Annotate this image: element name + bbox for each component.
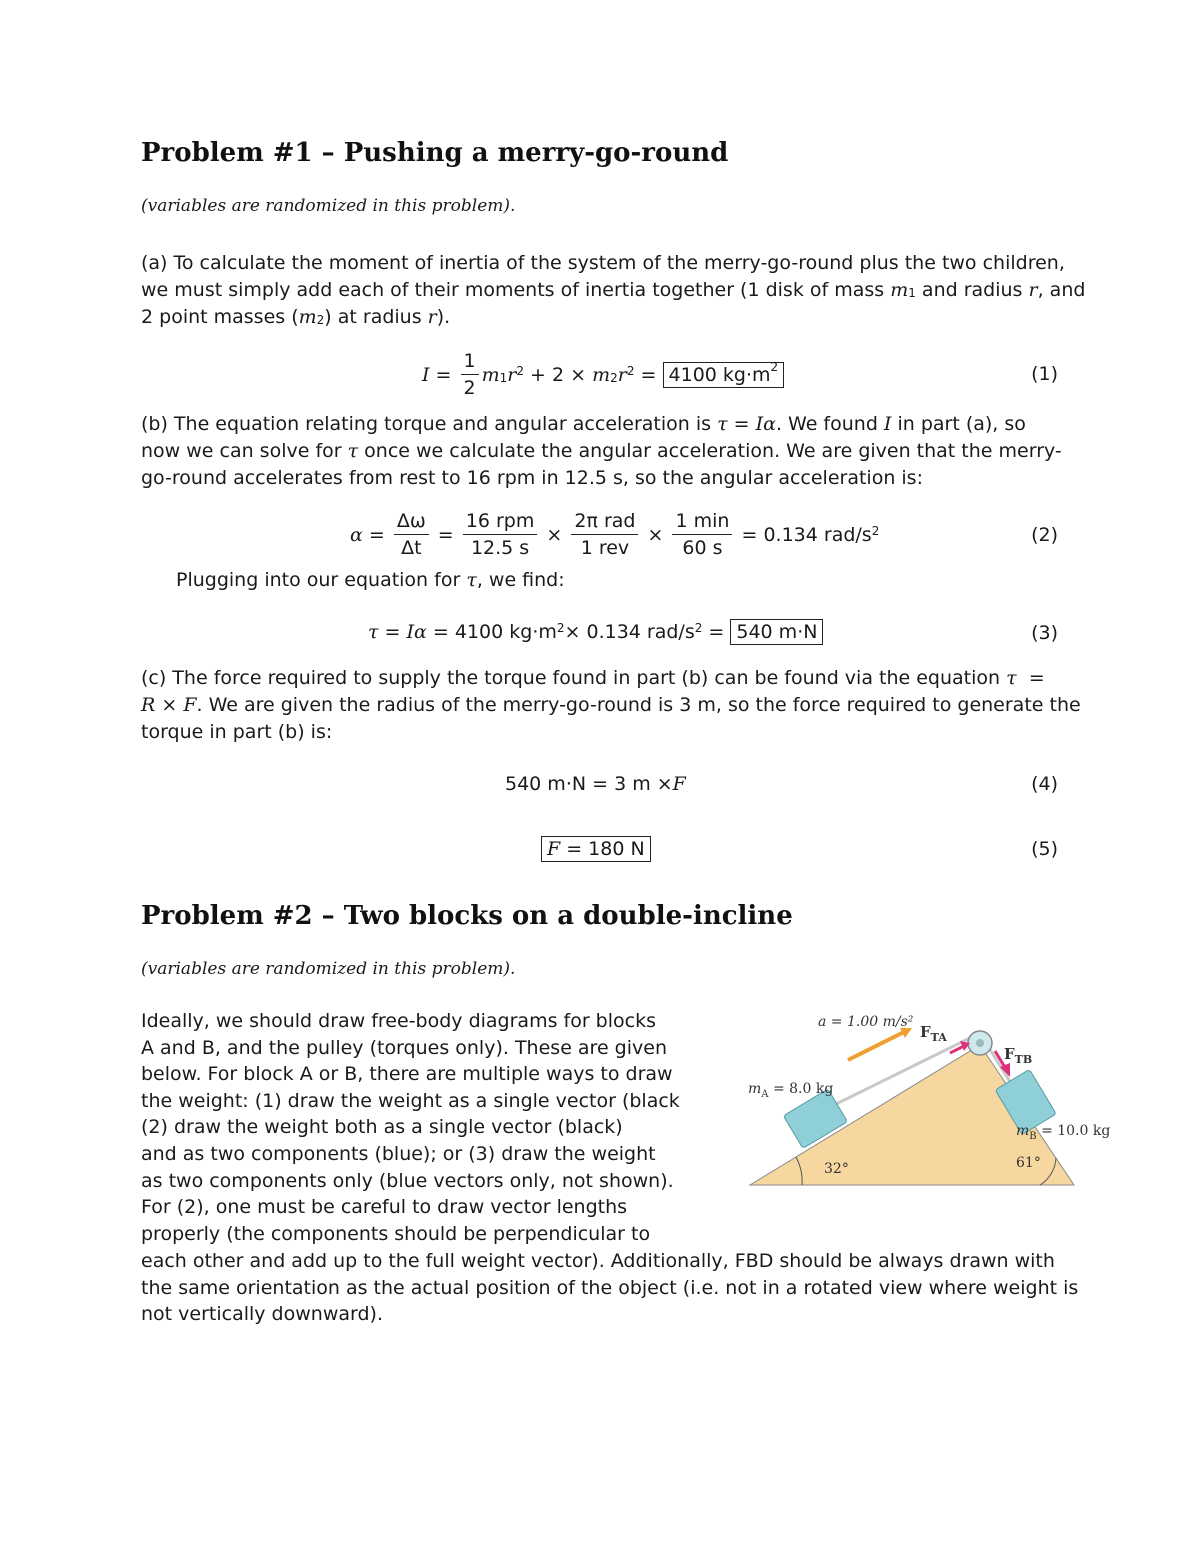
part-c-line-3: torque in part (b) is: xyxy=(141,721,333,743)
angle-left-label: 32° xyxy=(824,1161,849,1177)
p2-line-9: properly (the components should be perpendicular to xyxy=(141,1222,651,1245)
mass-b-label: $m_B = 10.0$ kg xyxy=(1016,1123,1111,1142)
p2-line-4: the weight: (1) draw the weight as a single vector (black xyxy=(141,1089,680,1112)
equation-4-number: (4) xyxy=(1031,773,1058,795)
p2-line-5: (2) draw the weight both as a single vector (black) xyxy=(141,1116,623,1139)
part-b-line-2: now we can solve for τ once we calculate the angular acceleration. We are given that the merry- xyxy=(141,440,1062,462)
equation-2: α = $\frac{\Delta\omega}{\Delta t}$ = $\frac{\text{16 rpm}}{12.5 s}$ × $\frac{\text{2π rad}}{\text{1 rev}}$ × $\frac{1 \min}{60 s}$ = 0.134 rad/s $^2$ xyxy=(350,510,880,559)
p2-full-line-1: each other and add up to the full weight vector). Additionally, FBD should be always drawn with xyxy=(141,1250,1055,1272)
p2-line-6: and as two components (blue); or (3) draw the weight xyxy=(141,1142,656,1165)
equation-3: τ = Iα = 4100 kg·m $^2$ × 0.134 rad/s $^2$ = 540 m·N xyxy=(368,619,823,645)
part-b-line-1: (b) The equation relating torque and angular acceleration is τ = Iα. We found I in part (a), so xyxy=(141,413,1026,435)
equation-5-answer: F = 180 N xyxy=(541,836,651,862)
p2-full-line-2: the same orientation as the actual position of the object (i.e. not in a rotated view where weight is xyxy=(141,1276,1079,1299)
equation-1-number: (1) xyxy=(1031,363,1058,385)
ftb-label: $F_{TB}$ xyxy=(1004,1045,1033,1066)
p2-line-2: A and B, and the pulley (torques only). These are given xyxy=(141,1036,667,1059)
equation-2-number: (2) xyxy=(1031,524,1058,546)
part-c-paragraph xyxy=(141,665,1081,746)
equation-1: I = $\frac{1}{2}$ m $_1$ r $^2$ + 2 × m $_2$ r $^2$ = 4100 $kg\cdot m^2$ xyxy=(422,348,784,401)
problem1-note: (variables are randomized in this problem). xyxy=(141,196,516,216)
part-c-line-2: R × F. We are given the radius of the merry-go-round is 3 m, so the force required to generate the xyxy=(141,694,1081,716)
fta-label: $F_{TA}$ xyxy=(920,1023,947,1044)
acceleration-arrow xyxy=(848,1032,904,1060)
plug-text: Plugging into our equation for τ, we find: xyxy=(176,569,565,591)
problem2-note: (variables are randomized in this problem). xyxy=(141,959,516,979)
equation-4: 540 m·N = 3 m × F xyxy=(505,773,686,795)
problem1-heading: Problem #1 – Pushing a merry-go-round xyxy=(141,138,729,168)
part-a-paragraph xyxy=(141,250,1086,331)
part-a-line-3: 2 point masses $(m_2)$ at radius r). xyxy=(141,306,451,328)
double-incline-figure xyxy=(740,1005,1120,1195)
equation-3-answer: 540 m·N xyxy=(730,619,823,645)
part-b-paragraph xyxy=(141,411,1062,492)
equation-1-answer: 4100 $kg\cdot m^2$ xyxy=(663,362,785,388)
p2-full-line-3: not vertically downward). xyxy=(141,1303,383,1326)
problem2-wrapped-text xyxy=(141,1008,681,1247)
p2-line-7: as two components only (blue vectors only, not shown). xyxy=(141,1169,674,1192)
p2-line-3: below. For block A or B, there are multiple ways to draw xyxy=(141,1063,673,1086)
equation-3-number: (3) xyxy=(1031,622,1058,644)
pulley-axle xyxy=(976,1039,984,1047)
mass-a-label: $m_A = 8.0$ kg xyxy=(748,1081,834,1100)
p2-line-1: Ideally, we should draw free-body diagrams for blocks xyxy=(141,1010,656,1032)
equation-5 xyxy=(541,836,651,862)
part-b-line-3: go-round accelerates from rest to 16 rpm in 12.5 s, so the angular acceleration is: xyxy=(141,467,923,489)
p2-line-8: For (2), one must be careful to draw vector lengths xyxy=(141,1196,628,1219)
acceleration-label: a = 1.00 m/s² xyxy=(818,1014,914,1030)
part-c-line-1: (c) The force required to supply the torque found in part (b) can be found via the equation τ = xyxy=(141,667,1045,689)
equation-5-number: (5) xyxy=(1031,838,1058,860)
angle-right-label: 61° xyxy=(1016,1155,1041,1171)
part-a-line-2: we must simply add each of their moments of inertia together (1 disk of mass $m_1$ and radius r, and xyxy=(141,279,1086,301)
problem2-full-text xyxy=(141,1248,1079,1328)
problem2-heading: Problem #2 – Two blocks on a double-incline xyxy=(141,901,793,931)
part-a-line-1: (a) To calculate the moment of inertia of the system of the merry-go-round plus the two children, xyxy=(141,252,1065,274)
